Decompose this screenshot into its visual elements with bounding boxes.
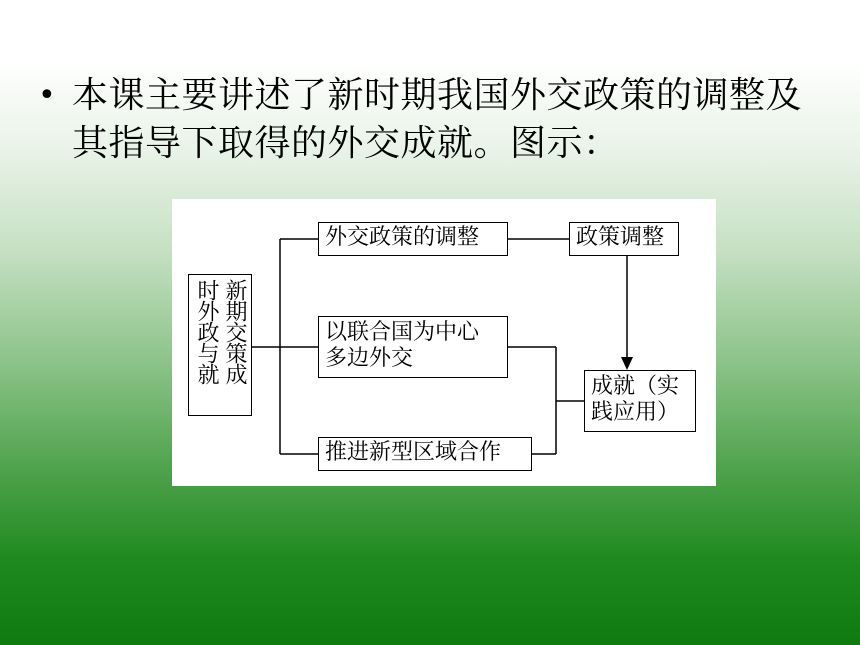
box-achievement [584,370,696,432]
bullet-point: • [38,78,56,113]
root-column-2: 时外政与就 [194,279,219,384]
achievement-line-1: 成就（实 [591,374,680,399]
un-line-2: 多边外交 [325,346,414,371]
un-line-1: 以联合国为中心 [325,320,480,345]
root-column-1: 新期交策成 [222,279,247,384]
box-regional-cooperation: 推进新型区域合作 [318,437,532,471]
box-un-multilateral [318,316,508,378]
box-policy-adjust: 政策调整 [569,222,679,256]
box-root-topic [188,274,252,416]
box-policy-adjustment: 外交政策的调整 [318,222,508,256]
slide-text [38,72,828,168]
intro-sentence: 本课主要讲述了新时期我国外交政策的调整及其指导下取得的外交成就。图示： [72,75,803,164]
policy-diagram [172,199,716,486]
arrowhead-icon [621,357,633,370]
achievement-line-2: 践应用） [591,400,680,425]
